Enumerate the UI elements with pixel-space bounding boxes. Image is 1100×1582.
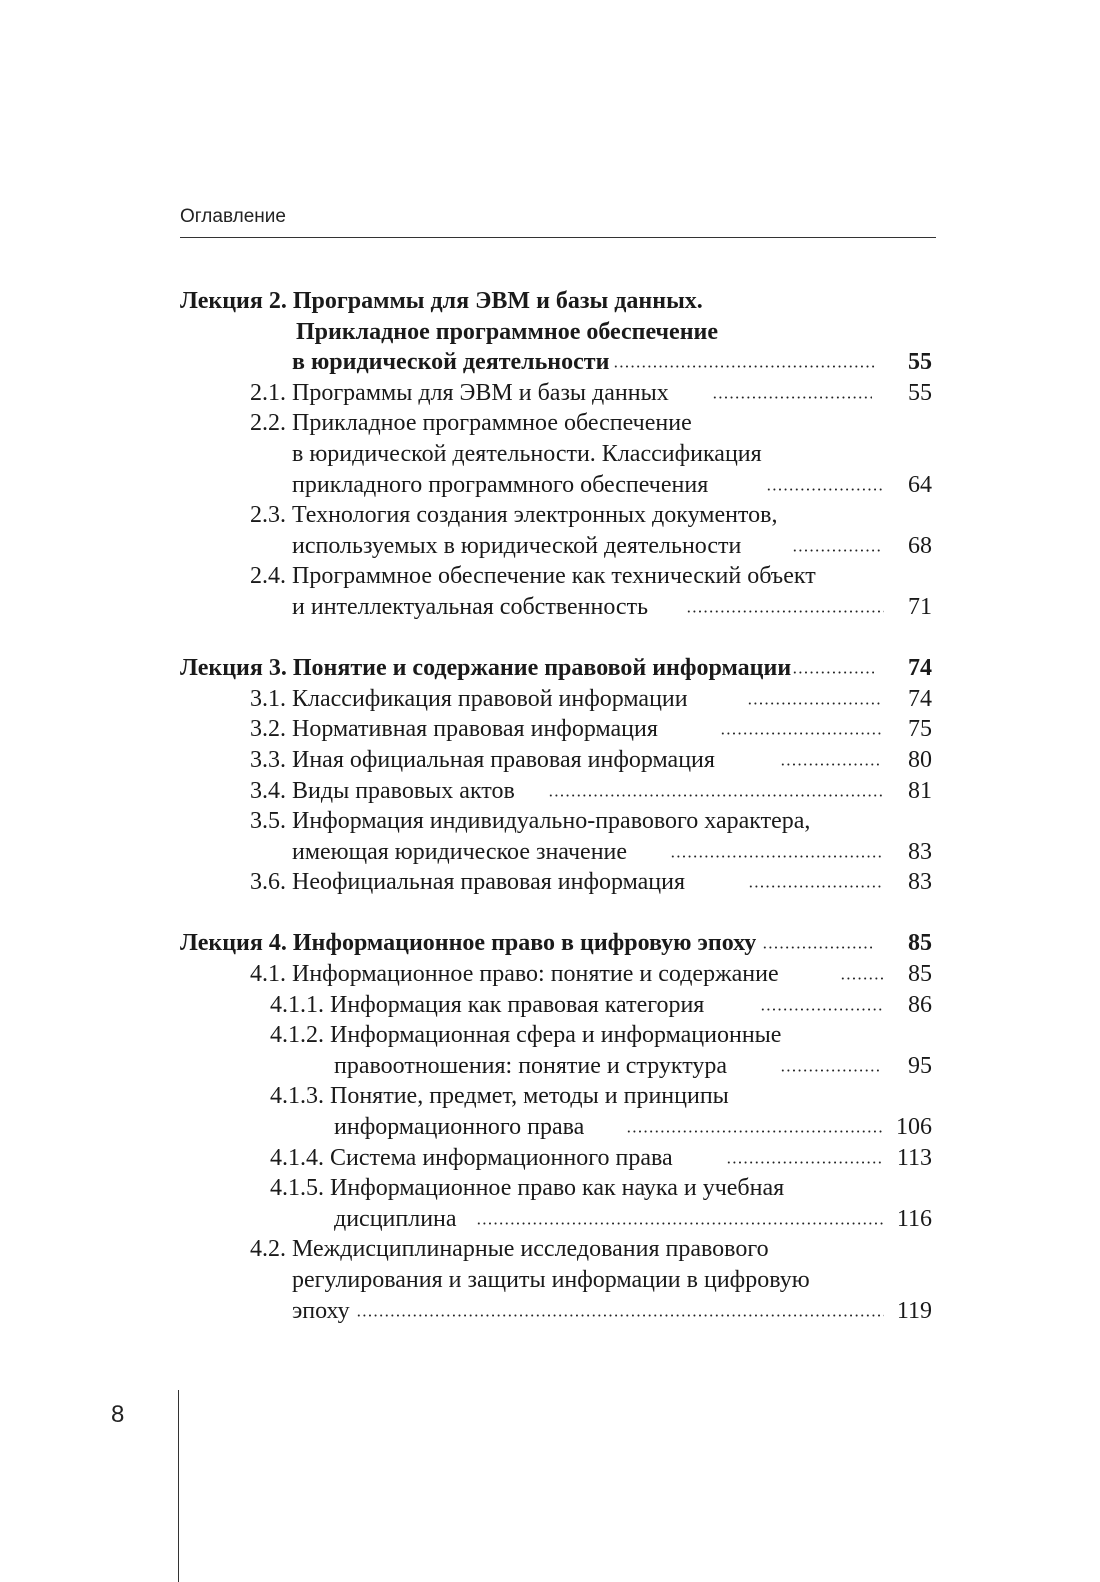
entry-page: 80 — [908, 746, 932, 773]
entry-page: 75 — [908, 716, 932, 743]
entry-page: 83 — [908, 838, 932, 865]
entry-page: 68 — [908, 532, 932, 559]
entry-page: 74 — [908, 655, 932, 682]
entry-page: 116 — [896, 1205, 932, 1232]
margin-rule — [178, 1390, 179, 1582]
toc-entry-2-4 — [180, 561, 932, 592]
toc-entry-4-1-1 — [180, 990, 932, 1021]
entry-title: дисциплина — [334, 1205, 457, 1232]
entry-title: 3.6. Неофициальная правовая информация — [250, 869, 686, 896]
entry-title: Прикладное программное обеспечение — [296, 318, 719, 345]
toc-entry-3-6 — [180, 867, 932, 898]
entry-title: информационного права — [334, 1114, 585, 1141]
toc-entry-line — [180, 1296, 932, 1327]
toc-entry-line — [180, 439, 932, 470]
section-gap — [180, 623, 932, 654]
entry-page: 113 — [896, 1144, 932, 1171]
leader-dots — [760, 1008, 882, 1011]
leader-dots — [748, 885, 882, 888]
page-number: 8 — [111, 1401, 125, 1428]
toc-entry-2-3 — [180, 500, 932, 531]
entry-page: 106 — [896, 1114, 932, 1141]
entry-title: 3.5. Информация индивидуально-правового характера, — [250, 808, 811, 835]
entry-title: эпоху — [292, 1297, 350, 1324]
leader-dots — [613, 365, 876, 368]
entry-title: 3.1. Классификация правовой информации — [250, 685, 688, 712]
entry-page: 55 — [908, 349, 932, 376]
toc-entry-lecture-3 — [180, 653, 932, 684]
entry-page: 95 — [908, 1052, 932, 1079]
entry-title: и интеллектуальная собственность — [292, 593, 649, 620]
entry-page: 85 — [908, 961, 932, 988]
leader-dots — [780, 763, 882, 766]
toc-entry-3-3 — [180, 745, 932, 776]
entry-title: правоотношения: понятие и структура — [334, 1052, 728, 1079]
entry-page: 85 — [908, 930, 932, 957]
toc-entry-lecture-4 — [180, 928, 932, 959]
header-rule — [180, 237, 936, 238]
leader-dots — [712, 396, 872, 399]
entry-title: 4.1.3. Понятие, предмет, методы и принципы — [270, 1083, 729, 1110]
entry-title: 2.4. Программное обеспечение как технический объект — [250, 563, 816, 590]
leader-dots — [476, 1222, 884, 1225]
toc-entry-3-2 — [180, 714, 932, 745]
entry-title: 4.1.1. Информация как правовая категория — [270, 991, 705, 1018]
leader-dots — [840, 977, 884, 980]
toc-entry-line — [180, 470, 932, 501]
entry-title: имеющая юридическое значение — [292, 838, 628, 865]
toc-entry-line — [180, 1051, 932, 1082]
entry-page: 81 — [908, 777, 932, 804]
toc-entry-2-1 — [180, 378, 932, 409]
toc-entry-line — [180, 531, 932, 562]
entry-title: Лекция 4. Информационное право в цифровую эпоху — [180, 930, 757, 957]
entry-page: 64 — [908, 471, 932, 498]
entry-page: 119 — [896, 1297, 932, 1324]
toc-entry-3-1 — [180, 684, 932, 715]
entry-title: 4.1.4. Система информационного права — [270, 1144, 673, 1171]
entry-title: 2.1. Программы для ЭВМ и базы данных — [250, 379, 669, 406]
table-of-contents — [180, 286, 932, 1326]
entry-title: 3.3. Иная официальная правовая информация — [250, 746, 715, 773]
leader-dots — [780, 1069, 882, 1072]
entry-title: 4.2. Междисциплинарные исследования правового — [250, 1236, 769, 1263]
running-head: Оглавление — [180, 206, 286, 227]
leader-dots — [726, 1161, 884, 1164]
section-gap — [180, 898, 932, 929]
toc-entry-4-1-4 — [180, 1143, 932, 1174]
entry-title: Лекция 2. Программы для ЭВМ и базы данных. — [180, 288, 703, 314]
entry-title: регулирования и защиты информации в цифровую — [292, 1267, 810, 1293]
toc-entry-line — [180, 1204, 932, 1235]
entry-page: 86 — [908, 991, 932, 1018]
toc-entry-4-2 — [180, 1234, 932, 1265]
leader-dots — [720, 732, 882, 735]
leader-dots — [548, 794, 882, 797]
leader-dots — [626, 1130, 884, 1133]
leader-dots — [686, 610, 884, 613]
toc-entry-3-4 — [180, 776, 932, 807]
entry-title: Лекция 3. Понятие и содержание правовой информации — [180, 655, 792, 682]
leader-dots — [747, 702, 882, 705]
entry-page: 74 — [908, 685, 932, 712]
toc-entry-lecture-2 — [180, 286, 932, 317]
leader-dots — [792, 671, 874, 674]
leader-dots — [356, 1314, 884, 1317]
entry-title: 2.3. Технология создания электронных документов, — [250, 502, 778, 529]
toc-entry-4-1 — [180, 959, 932, 990]
entry-title: 2.2. Прикладное программное обеспечение — [250, 410, 692, 437]
toc-entry-4-1-2 — [180, 1020, 932, 1051]
toc-entry-4-1-5 — [180, 1173, 932, 1204]
entry-page: 55 — [908, 379, 932, 406]
leader-dots — [762, 946, 872, 949]
toc-entry-line — [180, 1265, 932, 1296]
entry-title: 4.1.5. Информационное право как наука и учебная — [270, 1175, 785, 1202]
toc-entry-line — [180, 347, 932, 378]
toc-entry-4-1-3 — [180, 1081, 932, 1112]
entry-title: в юридической деятельности — [292, 349, 610, 376]
entry-page: 71 — [908, 593, 932, 620]
leader-dots — [670, 855, 882, 858]
leader-dots — [766, 488, 882, 491]
toc-entry-line — [180, 317, 932, 348]
entry-page: 83 — [908, 869, 932, 896]
toc-entry-2-2 — [180, 408, 932, 439]
toc-entry-line — [180, 592, 932, 623]
entry-title: используемых в юридической деятельности — [292, 532, 742, 559]
leader-dots — [792, 549, 882, 552]
entry-title: 3.4. Виды правовых актов — [250, 777, 515, 804]
toc-entry-line — [180, 837, 932, 868]
entry-title: 4.1.2. Информационная сфера и информационные — [270, 1022, 782, 1049]
toc-entry-3-5 — [180, 806, 932, 837]
entry-title: прикладного программного обеспечения — [292, 471, 709, 498]
entry-title: 3.2. Нормативная правовая информация — [250, 716, 658, 743]
toc-entry-line — [180, 1112, 932, 1143]
entry-title: в юридической деятельности. Классификация — [292, 440, 762, 467]
entry-title: 4.1. Информационное право: понятие и содержание — [250, 961, 779, 988]
